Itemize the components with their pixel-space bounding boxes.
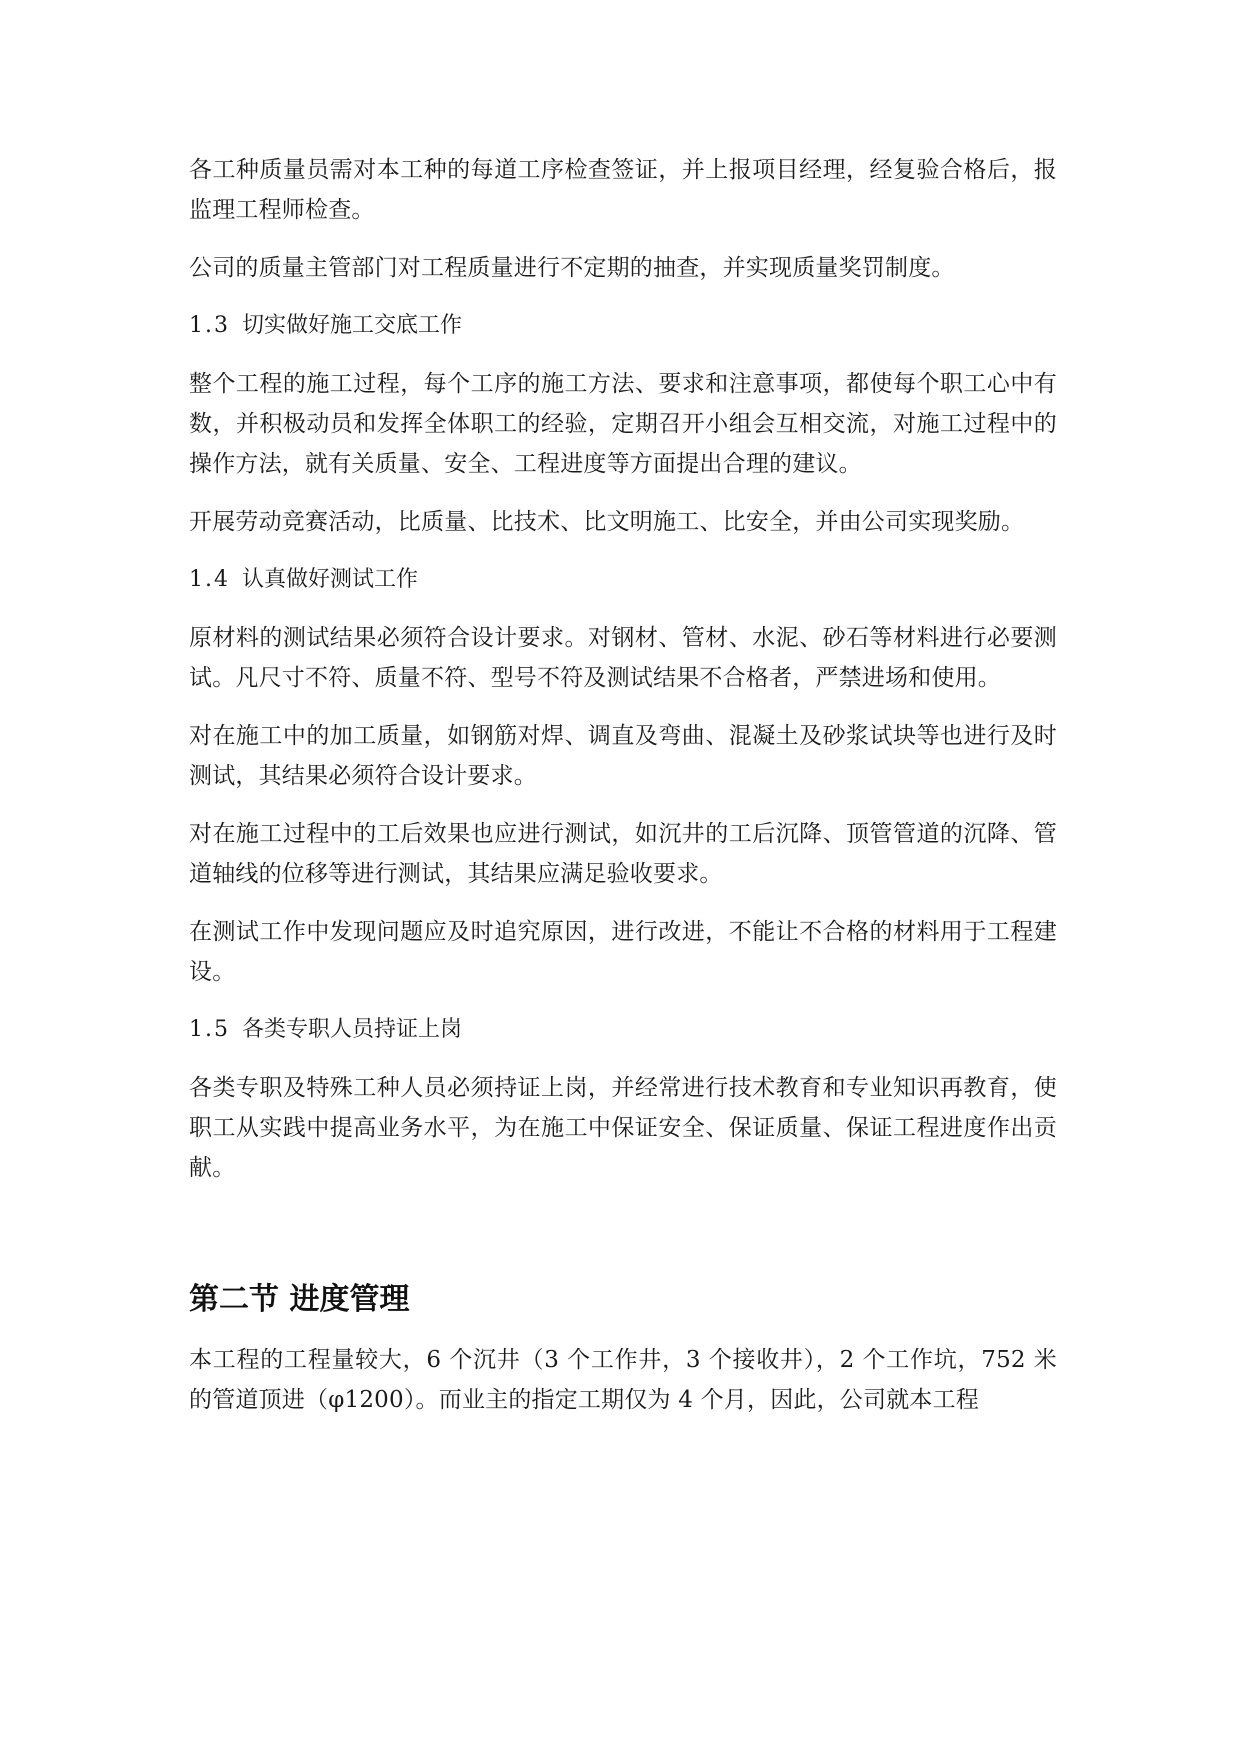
subheading-number: 1.4 (189, 567, 230, 592)
paragraph-labor-competition: 开展劳动竞赛活动，比质量、比技术、比文明施工、比安全，并由公司实现奖励。 (189, 509, 1025, 535)
paragraph-random-check: 公司的质量主管部门对工程质量进行不定期的抽查，并实现质量奖罚制度。 (189, 255, 955, 281)
paragraph-problem-tracing: 在测试工作中发现问题应及时追究原因，进行改进，不能让不合格的材料用于工程建设。 (189, 919, 1057, 985)
subheading-1-3 (189, 306, 1057, 346)
paragraph-project-scope: 本工程的工程量较大，6 个沉井（3 个工作井，3 个接收井），2 个工作坑，752 米的管道顶进（φ1200）。而业主的指定工期仅为 4 个月，因此，公司就本工程 (189, 1347, 1057, 1413)
paragraph-certified-staff: 各类专职及特殊工种人员必须持证上岗，并经常进行技术教育和专业知识再教育，使职工从实践中提高业务水平，为在施工中保证安全、保证质量、保证工程进度作出贡献。 (189, 1075, 1057, 1181)
paragraph-post-construction-testing: 对在施工过程中的工后效果也应进行测试，如沉井的工后沉降、顶管管道的沉降、管道轴线的位移等进行测试，其结果应满足验收要求。 (189, 821, 1057, 887)
document-page (189, 150, 1057, 1438)
section-heading-progress-management: 第二节 进度管理 (189, 1282, 410, 1317)
paragraph-material-testing: 原材料的测试结果必须符合设计要求。对钢材、管材、水泥、砂石等材料进行必要测试。凡尺寸不符、质量不符、型号不符及测试结果不合格者，严禁进场和使用。 (189, 625, 1057, 691)
subheading-title: 认真做好测试工作 (242, 567, 419, 592)
paragraph-quality-inspection: 各工种质量员需对本工种的每道工序检查签证，并上报项目经理，经复验合格后，报监理工程师检查。 (189, 157, 1057, 223)
subheading-1-5 (189, 1010, 1057, 1050)
subheading-1-4 (189, 560, 1057, 600)
paragraph-processing-quality: 对在施工中的加工质量，如钢筋对焊、调直及弯曲、混凝土及砂浆试块等也进行及时测试，其结果必须符合设计要求。 (189, 723, 1057, 789)
paragraph-construction-briefing: 整个工程的施工过程，每个工序的施工方法、要求和注意事项，都使每个职工心中有数，并积极动员和发挥全体职工的经验，定期召开小组会互相交流，对施工过程中的操作方法，就有关质量、安全、工程进度等方面提出合理的建议。 (189, 371, 1057, 477)
subheading-number: 1.3 (189, 313, 230, 338)
subheading-title: 各类专职人员持证上岗 (242, 1017, 463, 1042)
subheading-number: 1.5 (189, 1017, 230, 1042)
subheading-title: 切实做好施工交底工作 (242, 313, 463, 338)
